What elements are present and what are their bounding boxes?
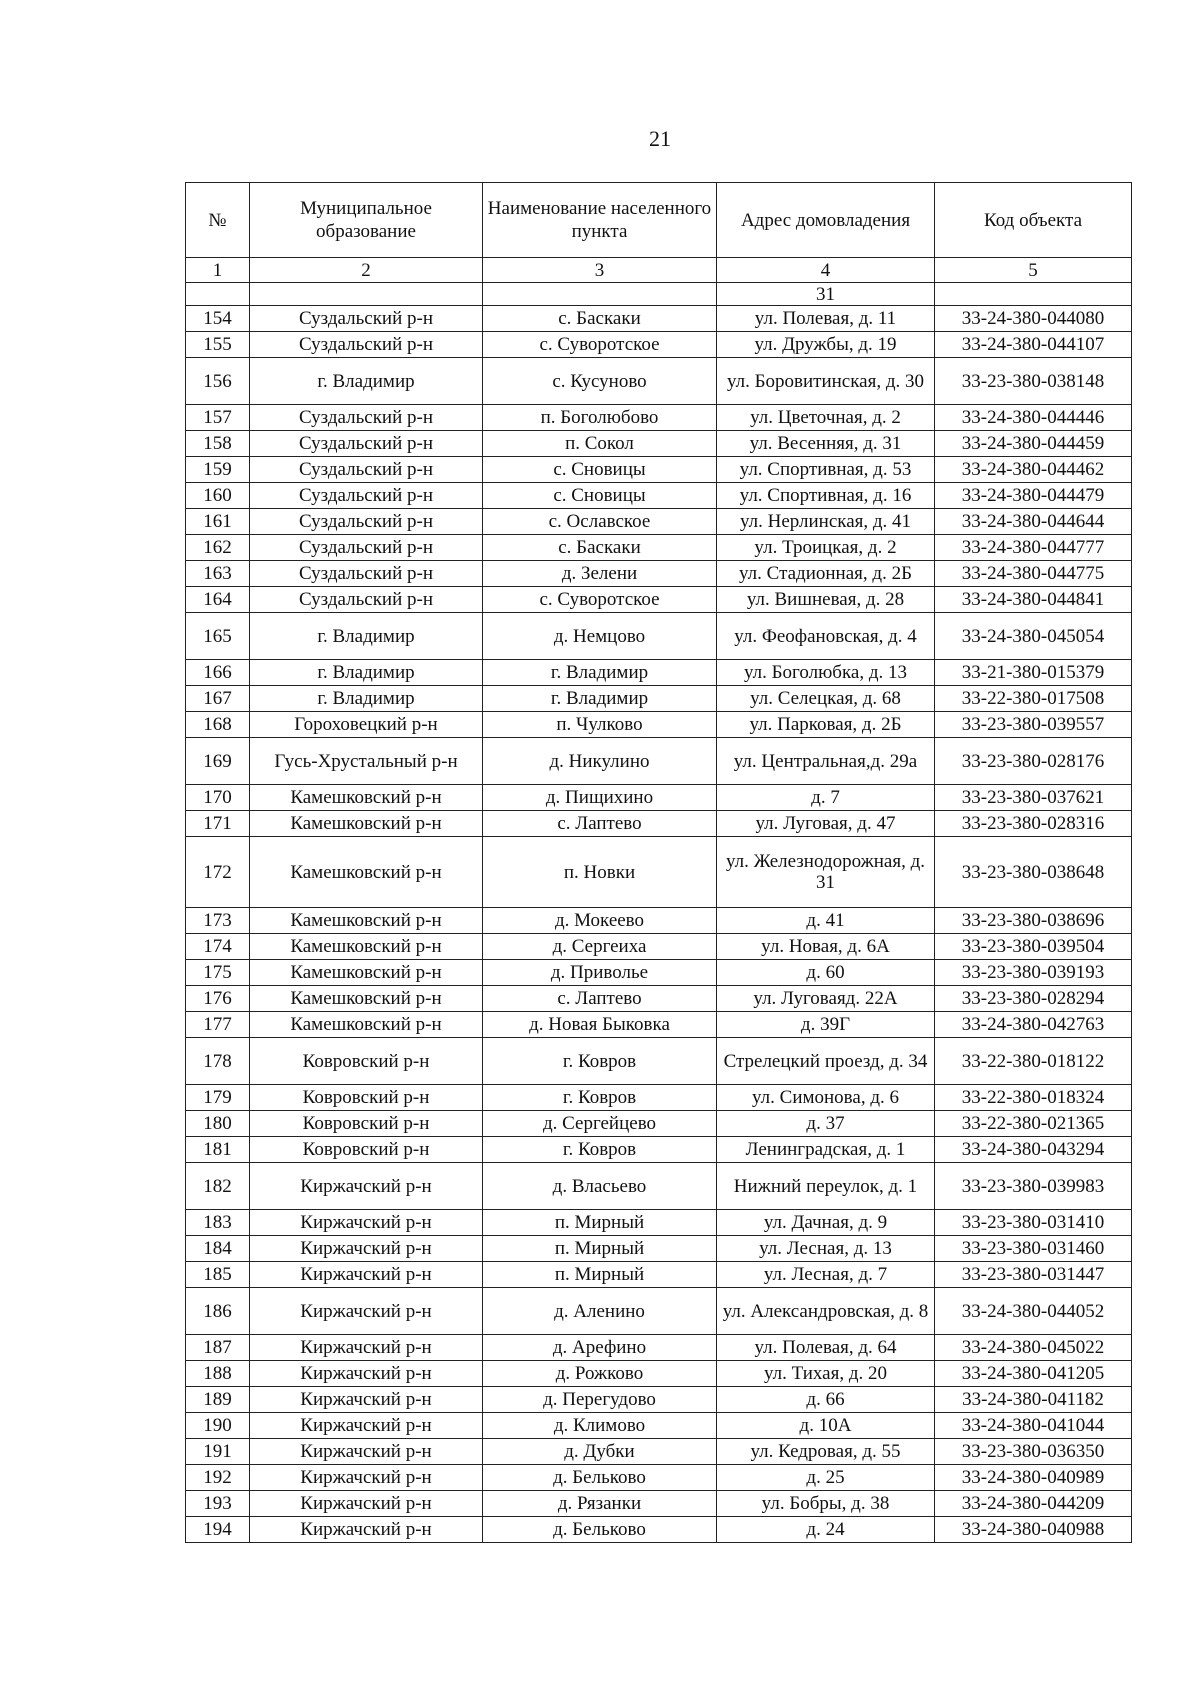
- municipality-cell: Суздальский р-н: [250, 535, 483, 561]
- object-code-cell: 33-23-380-039193: [935, 960, 1132, 986]
- table-row: [186, 1439, 1132, 1465]
- settlement-cell: д. Рожково: [483, 1361, 717, 1387]
- settlement-cell: д. Сергейцево: [483, 1111, 717, 1137]
- row-number: 174: [186, 934, 250, 960]
- settlement-cell: г. Владимир: [483, 660, 717, 686]
- row-number: 164: [186, 587, 250, 613]
- settlement-cell: с. Кусуново: [483, 358, 717, 405]
- settlement-cell: д. Рязанки: [483, 1491, 717, 1517]
- address-cell: д. 10А: [717, 1413, 935, 1439]
- municipality-cell: Ковровский р-н: [250, 1137, 483, 1163]
- object-code-cell: 33-24-380-044775: [935, 561, 1132, 587]
- municipality-cell: Ковровский р-н: [250, 1111, 483, 1137]
- address-cell: ул. Тихая, д. 20: [717, 1361, 935, 1387]
- row-number: 157: [186, 405, 250, 431]
- object-code-cell: 33-24-380-044462: [935, 457, 1132, 483]
- page-number: 21: [649, 126, 671, 151]
- row-number: 172: [186, 837, 250, 908]
- column-number: 5: [935, 258, 1132, 283]
- empty-cell: [250, 283, 483, 306]
- municipality-cell: Киржачский р-н: [250, 1413, 483, 1439]
- address-cell: ул. Феофановская, д. 4: [717, 613, 935, 660]
- empty-cell: [935, 283, 1132, 306]
- municipality-cell: Камешковский р-н: [250, 1012, 483, 1038]
- object-code-cell: 33-23-380-038148: [935, 358, 1132, 405]
- table-row: [186, 535, 1132, 561]
- row-number: 189: [186, 1387, 250, 1413]
- table-row: [186, 561, 1132, 587]
- table-row: [186, 358, 1132, 405]
- object-code-cell: 33-24-380-041182: [935, 1387, 1132, 1413]
- header-municipality: Муниципальное образование: [250, 183, 483, 258]
- address-cell: ул. Парковая, д. 2Б: [717, 712, 935, 738]
- municipality-cell: Суздальский р-н: [250, 509, 483, 535]
- empty-cell: [186, 283, 250, 306]
- object-code-cell: 33-23-380-037621: [935, 785, 1132, 811]
- object-code-cell: 33-23-380-036350: [935, 1439, 1132, 1465]
- municipality-cell: Суздальский р-н: [250, 587, 483, 613]
- address-cell: д. 41: [717, 908, 935, 934]
- address-cell: ул. Дружбы, д. 19: [717, 332, 935, 358]
- table-row: [186, 1288, 1132, 1335]
- object-code-cell: 33-24-380-040989: [935, 1465, 1132, 1491]
- objects-table: [185, 182, 1132, 1543]
- table-row: [186, 811, 1132, 837]
- object-code-cell: 33-23-380-028294: [935, 986, 1132, 1012]
- row-number: 182: [186, 1163, 250, 1210]
- settlement-cell: д. Пищихино: [483, 785, 717, 811]
- municipality-cell: Киржачский р-н: [250, 1163, 483, 1210]
- column-number: 4: [717, 258, 935, 283]
- address-cell: ул. Луговая, д. 47: [717, 811, 935, 837]
- table-row: [186, 431, 1132, 457]
- municipality-cell: Ковровский р-н: [250, 1038, 483, 1085]
- municipality-cell: Суздальский р-н: [250, 405, 483, 431]
- table-row: [186, 1517, 1132, 1543]
- table-row: [186, 1387, 1132, 1413]
- municipality-cell: Камешковский р-н: [250, 785, 483, 811]
- municipality-cell: Киржачский р-н: [250, 1517, 483, 1543]
- municipality-cell: Камешковский р-н: [250, 934, 483, 960]
- address-cell: ул. Спортивная, д. 16: [717, 483, 935, 509]
- row-number: 166: [186, 660, 250, 686]
- column-number-row: [186, 258, 1132, 283]
- object-code-cell: 33-23-380-028176: [935, 738, 1132, 785]
- address-cell: д. 66: [717, 1387, 935, 1413]
- address-cell: ул. Новая, д. 6А: [717, 934, 935, 960]
- address-cell: ул. Вишневая, д. 28: [717, 587, 935, 613]
- object-code-cell: 33-24-380-044052: [935, 1288, 1132, 1335]
- table-row: [186, 1038, 1132, 1085]
- column-number: 1: [186, 258, 250, 283]
- municipality-cell: Ковровский р-н: [250, 1085, 483, 1111]
- settlement-cell: д. Аленино: [483, 1288, 717, 1335]
- row-number: 187: [186, 1335, 250, 1361]
- table-row: [186, 1335, 1132, 1361]
- municipality-cell: Суздальский р-н: [250, 483, 483, 509]
- address-cell: ул. Нерлинская, д. 41: [717, 509, 935, 535]
- object-code-cell: 33-24-380-044479: [935, 483, 1132, 509]
- municipality-cell: Киржачский р-н: [250, 1236, 483, 1262]
- row-number: 158: [186, 431, 250, 457]
- table-row: [186, 1413, 1132, 1439]
- object-code-cell: 33-24-380-044446: [935, 405, 1132, 431]
- address-cell: ул. Симонова, д. 6: [717, 1085, 935, 1111]
- settlement-cell: д. Мокеево: [483, 908, 717, 934]
- settlement-cell: с. Суворотское: [483, 332, 717, 358]
- row-number: 190: [186, 1413, 250, 1439]
- table-row: [186, 960, 1132, 986]
- row-number: 160: [186, 483, 250, 509]
- table-row: [186, 306, 1132, 332]
- object-code-cell: 33-24-380-044777: [935, 535, 1132, 561]
- settlement-cell: д. Власьево: [483, 1163, 717, 1210]
- municipality-cell: Гусь-Хрустальный р-н: [250, 738, 483, 785]
- row-number: 180: [186, 1111, 250, 1137]
- table-row: [186, 483, 1132, 509]
- settlement-cell: с. Баскаки: [483, 535, 717, 561]
- object-code-cell: 33-24-380-041205: [935, 1361, 1132, 1387]
- object-code-cell: 33-24-380-044107: [935, 332, 1132, 358]
- settlement-cell: п. Боголюбово: [483, 405, 717, 431]
- table-row: [186, 785, 1132, 811]
- object-code-cell: 33-21-380-015379: [935, 660, 1132, 686]
- municipality-cell: Камешковский р-н: [250, 986, 483, 1012]
- settlement-cell: с. Сновицы: [483, 457, 717, 483]
- row-number: 169: [186, 738, 250, 785]
- address-cell: ул. Цветочная, д. 2: [717, 405, 935, 431]
- column-number: 3: [483, 258, 717, 283]
- row-number: 193: [186, 1491, 250, 1517]
- row-number: 162: [186, 535, 250, 561]
- row-number: 171: [186, 811, 250, 837]
- settlement-cell: п. Сокол: [483, 431, 717, 457]
- object-code-cell: 33-22-380-018122: [935, 1038, 1132, 1085]
- municipality-cell: Суздальский р-н: [250, 561, 483, 587]
- row-number: 159: [186, 457, 250, 483]
- settlement-cell: д. Немцово: [483, 613, 717, 660]
- address-cell: ул. Луговаяд. 22А: [717, 986, 935, 1012]
- settlement-cell: с. Лаптево: [483, 986, 717, 1012]
- municipality-cell: г. Владимир: [250, 686, 483, 712]
- address-cell: ул. Полевая, д. 11: [717, 306, 935, 332]
- continuation-row: [186, 283, 1132, 306]
- table-row: [186, 1163, 1132, 1210]
- settlement-cell: д. Арефино: [483, 1335, 717, 1361]
- address-cell: ул. Стадионная, д. 2Б: [717, 561, 935, 587]
- address-cell: ул. Железнодорожная, д. 31: [717, 837, 935, 908]
- municipality-cell: Суздальский р-н: [250, 457, 483, 483]
- table-row: [186, 613, 1132, 660]
- object-code-cell: 33-24-380-045022: [935, 1335, 1132, 1361]
- row-number: 165: [186, 613, 250, 660]
- address-cell: ул. Боголюбка, д. 13: [717, 660, 935, 686]
- address-cell: ул. Троицкая, д. 2: [717, 535, 935, 561]
- address-cell: ул. Александровская, д. 8: [717, 1288, 935, 1335]
- settlement-cell: д. Приволье: [483, 960, 717, 986]
- address-cell: д. 37: [717, 1111, 935, 1137]
- row-number: 184: [186, 1236, 250, 1262]
- row-number: 175: [186, 960, 250, 986]
- address-cell: д. 60: [717, 960, 935, 986]
- row-number: 155: [186, 332, 250, 358]
- table-row: [186, 405, 1132, 431]
- address-cell: д. 25: [717, 1465, 935, 1491]
- municipality-cell: Киржачский р-н: [250, 1335, 483, 1361]
- row-number: 192: [186, 1465, 250, 1491]
- settlement-cell: п. Чулково: [483, 712, 717, 738]
- continuation-cell: 31: [717, 283, 935, 306]
- address-cell: ул. Селецкая, д. 68: [717, 686, 935, 712]
- municipality-cell: Суздальский р-н: [250, 306, 483, 332]
- address-cell: ул. Центральная,д. 29а: [717, 738, 935, 785]
- municipality-cell: Киржачский р-н: [250, 1210, 483, 1236]
- object-code-cell: 33-22-380-021365: [935, 1111, 1132, 1137]
- address-cell: ул. Бобры, д. 38: [717, 1491, 935, 1517]
- object-code-cell: 33-23-380-031447: [935, 1262, 1132, 1288]
- table-body: [186, 306, 1132, 1543]
- municipality-cell: Камешковский р-н: [250, 908, 483, 934]
- address-cell: Стрелецкий проезд, д. 34: [717, 1038, 935, 1085]
- settlement-cell: п. Мирный: [483, 1262, 717, 1288]
- header-row: [186, 183, 1132, 258]
- object-code-cell: 33-23-380-028316: [935, 811, 1132, 837]
- municipality-cell: Киржачский р-н: [250, 1262, 483, 1288]
- object-code-cell: 33-24-380-042763: [935, 1012, 1132, 1038]
- table-row: [186, 1012, 1132, 1038]
- address-cell: ул. Кедровая, д. 55: [717, 1439, 935, 1465]
- address-cell: ул. Лесная, д. 7: [717, 1262, 935, 1288]
- address-cell: Нижний переулок, д. 1: [717, 1163, 935, 1210]
- settlement-cell: с. Ославское: [483, 509, 717, 535]
- table-row: [186, 1210, 1132, 1236]
- table-row: [186, 1236, 1132, 1262]
- row-number: 194: [186, 1517, 250, 1543]
- row-number: 188: [186, 1361, 250, 1387]
- address-cell: ул. Лесная, д. 13: [717, 1236, 935, 1262]
- row-number: 173: [186, 908, 250, 934]
- row-number: 177: [186, 1012, 250, 1038]
- municipality-cell: Камешковский р-н: [250, 811, 483, 837]
- object-code-cell: 33-24-380-040988: [935, 1517, 1132, 1543]
- empty-cell: [483, 283, 717, 306]
- table-row: [186, 934, 1132, 960]
- table-row: [186, 587, 1132, 613]
- address-cell: д. 24: [717, 1517, 935, 1543]
- settlement-cell: с. Суворотское: [483, 587, 717, 613]
- municipality-cell: Киржачский р-н: [250, 1387, 483, 1413]
- row-number: 170: [186, 785, 250, 811]
- settlement-cell: д. Никулино: [483, 738, 717, 785]
- object-code-cell: 33-23-380-031460: [935, 1236, 1132, 1262]
- row-number: 156: [186, 358, 250, 405]
- table-row: [186, 660, 1132, 686]
- table-row: [186, 457, 1132, 483]
- municipality-cell: Камешковский р-н: [250, 837, 483, 908]
- municipality-cell: Камешковский р-н: [250, 960, 483, 986]
- row-number: 181: [186, 1137, 250, 1163]
- address-cell: Ленинградская, д. 1: [717, 1137, 935, 1163]
- municipality-cell: Суздальский р-н: [250, 332, 483, 358]
- header-address: Адрес домовладения: [717, 183, 935, 258]
- settlement-cell: г. Ковров: [483, 1137, 717, 1163]
- municipality-cell: Киржачский р-н: [250, 1288, 483, 1335]
- table-row: [186, 986, 1132, 1012]
- row-number: 163: [186, 561, 250, 587]
- row-number: 154: [186, 306, 250, 332]
- table-row: [186, 509, 1132, 535]
- header-settlement: Наименование населенного пункта: [483, 183, 717, 258]
- municipality-cell: Гороховецкий р-н: [250, 712, 483, 738]
- municipality-cell: г. Владимир: [250, 613, 483, 660]
- object-code-cell: 33-24-380-044841: [935, 587, 1132, 613]
- settlement-cell: д. Новая Быковка: [483, 1012, 717, 1038]
- header-number: №: [186, 183, 250, 258]
- table-row: [186, 332, 1132, 358]
- object-code-cell: 33-24-380-041044: [935, 1413, 1132, 1439]
- table-row: [186, 1465, 1132, 1491]
- table-row: [186, 1085, 1132, 1111]
- settlement-cell: д. Бельково: [483, 1465, 717, 1491]
- object-code-cell: 33-23-380-039983: [935, 1163, 1132, 1210]
- row-number: 176: [186, 986, 250, 1012]
- row-number: 161: [186, 509, 250, 535]
- table-row: [186, 1491, 1132, 1517]
- settlement-cell: п. Новки: [483, 837, 717, 908]
- table-row: [186, 1111, 1132, 1137]
- settlement-cell: г. Ковров: [483, 1085, 717, 1111]
- object-code-cell: 33-22-380-017508: [935, 686, 1132, 712]
- municipality-cell: г. Владимир: [250, 358, 483, 405]
- municipality-cell: Суздальский р-н: [250, 431, 483, 457]
- table-row: [186, 1361, 1132, 1387]
- settlement-cell: п. Мирный: [483, 1210, 717, 1236]
- object-code-cell: 33-24-380-044209: [935, 1491, 1132, 1517]
- row-number: 185: [186, 1262, 250, 1288]
- municipality-cell: г. Владимир: [250, 660, 483, 686]
- municipality-cell: Киржачский р-н: [250, 1465, 483, 1491]
- address-cell: ул. Дачная, д. 9: [717, 1210, 935, 1236]
- object-code-cell: 33-24-380-045054: [935, 613, 1132, 660]
- object-code-cell: 33-23-380-039504: [935, 934, 1132, 960]
- column-number: 2: [250, 258, 483, 283]
- address-cell: ул. Весенняя, д. 31: [717, 431, 935, 457]
- object-code-cell: 33-24-380-044459: [935, 431, 1132, 457]
- table-row: [186, 1262, 1132, 1288]
- address-cell: д. 7: [717, 785, 935, 811]
- settlement-cell: д. Зелени: [483, 561, 717, 587]
- row-number: 178: [186, 1038, 250, 1085]
- header-object-code: Код объекта: [935, 183, 1132, 258]
- address-cell: ул. Спортивная, д. 53: [717, 457, 935, 483]
- municipality-cell: Киржачский р-н: [250, 1491, 483, 1517]
- object-code-cell: 33-24-380-044644: [935, 509, 1132, 535]
- object-code-cell: 33-24-380-043294: [935, 1137, 1132, 1163]
- settlement-cell: с. Баскаки: [483, 306, 717, 332]
- settlement-cell: д. Бельково: [483, 1517, 717, 1543]
- object-code-cell: 33-23-380-031410: [935, 1210, 1132, 1236]
- settlement-cell: п. Мирный: [483, 1236, 717, 1262]
- address-cell: ул. Боровитинская, д. 30: [717, 358, 935, 405]
- row-number: 167: [186, 686, 250, 712]
- settlement-cell: д. Сергеиха: [483, 934, 717, 960]
- table-row: [186, 908, 1132, 934]
- object-code-cell: 33-22-380-018324: [935, 1085, 1132, 1111]
- settlement-cell: д. Климово: [483, 1413, 717, 1439]
- row-number: 186: [186, 1288, 250, 1335]
- table-row: [186, 738, 1132, 785]
- address-cell: д. 39Г: [717, 1012, 935, 1038]
- settlement-cell: г. Ковров: [483, 1038, 717, 1085]
- row-number: 191: [186, 1439, 250, 1465]
- table-row: [186, 1137, 1132, 1163]
- municipality-cell: Киржачский р-н: [250, 1361, 483, 1387]
- object-code-cell: 33-24-380-044080: [935, 306, 1132, 332]
- settlement-cell: с. Сновицы: [483, 483, 717, 509]
- object-code-cell: 33-23-380-038648: [935, 837, 1132, 908]
- object-code-cell: 33-23-380-039557: [935, 712, 1132, 738]
- settlement-cell: д. Перегудово: [483, 1387, 717, 1413]
- settlement-cell: д. Дубки: [483, 1439, 717, 1465]
- table-row: [186, 686, 1132, 712]
- address-cell: ул. Полевая, д. 64: [717, 1335, 935, 1361]
- object-code-cell: 33-23-380-038696: [935, 908, 1132, 934]
- row-number: 183: [186, 1210, 250, 1236]
- row-number: 179: [186, 1085, 250, 1111]
- settlement-cell: с. Лаптево: [483, 811, 717, 837]
- table-row: [186, 712, 1132, 738]
- row-number: 168: [186, 712, 250, 738]
- municipality-cell: Киржачский р-н: [250, 1439, 483, 1465]
- settlement-cell: г. Владимир: [483, 686, 717, 712]
- table-row: [186, 837, 1132, 908]
